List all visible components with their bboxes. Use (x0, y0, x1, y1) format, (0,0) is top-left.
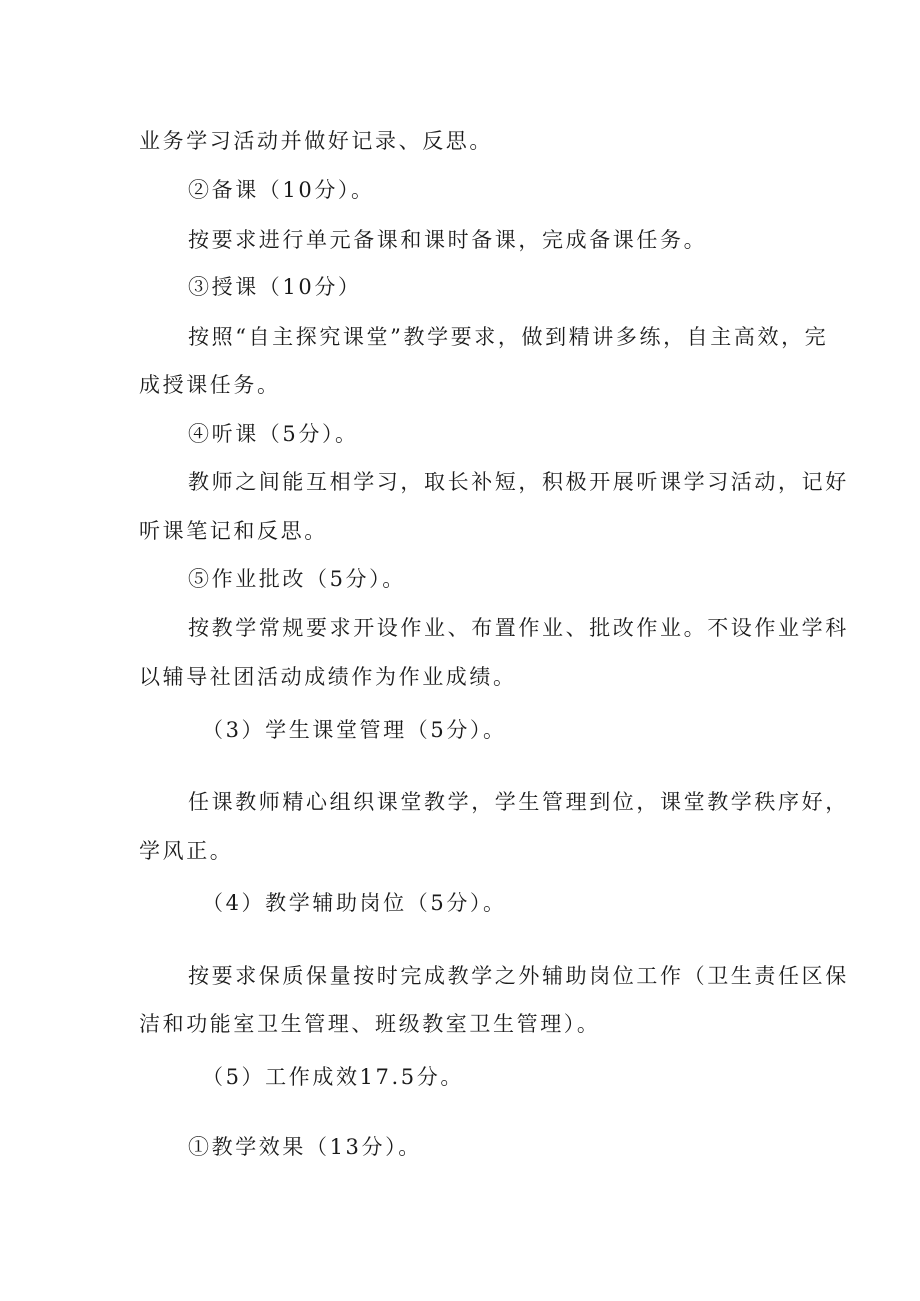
text-line: 教师之间能互相学习，取长补短，积极开展听课学习活动，记好 (188, 470, 849, 494)
text-line: 学风正。 (139, 839, 234, 863)
text-line: 按教学常规要求开设作业、布置作业、批改作业。不设作业学科 (188, 616, 849, 640)
item-heading-observation: ④听课（5分）。 (188, 422, 359, 446)
text-line: 洁和功能室卫生管理、班级教室卫生管理）。 (139, 1012, 601, 1036)
text-line: 成授课任务。 (139, 373, 281, 397)
item-heading-lesson-prep: ②备课（10分）。 (188, 178, 375, 202)
text-line: 任课教师精心组织课堂教学，学生管理到位，课堂教学秩序好， (188, 790, 849, 814)
section-heading-auxiliary: （4）教学辅助岗位（5分）。 (202, 891, 507, 915)
text-line: 以辅导社团活动成绩作为作业成绩。 (139, 665, 517, 689)
text-line: 业务学习活动并做好记录、反思。 (139, 129, 493, 153)
text-line: 按要求保质保量按时完成教学之外辅助岗位工作（卫生责任区保 (188, 964, 849, 988)
section-heading-classroom: （3）学生课堂管理（5分）。 (202, 718, 507, 742)
text-line: 听课笔记和反思。 (139, 519, 328, 543)
text-line: 按要求进行单元备课和课时备课，完成备课任务。 (188, 228, 708, 252)
item-heading-teaching-effect: ①教学效果（13分）。 (188, 1135, 422, 1159)
item-heading-homework: ⑤作业批改（5分）。 (188, 567, 406, 591)
text-line: 按照“自主探究课堂”教学要求，做到精讲多练，自主高效，完 (188, 325, 829, 349)
item-heading-teaching: ③授课（10分） (188, 275, 362, 299)
section-heading-results: （5）工作成效17.5分。 (202, 1065, 464, 1089)
